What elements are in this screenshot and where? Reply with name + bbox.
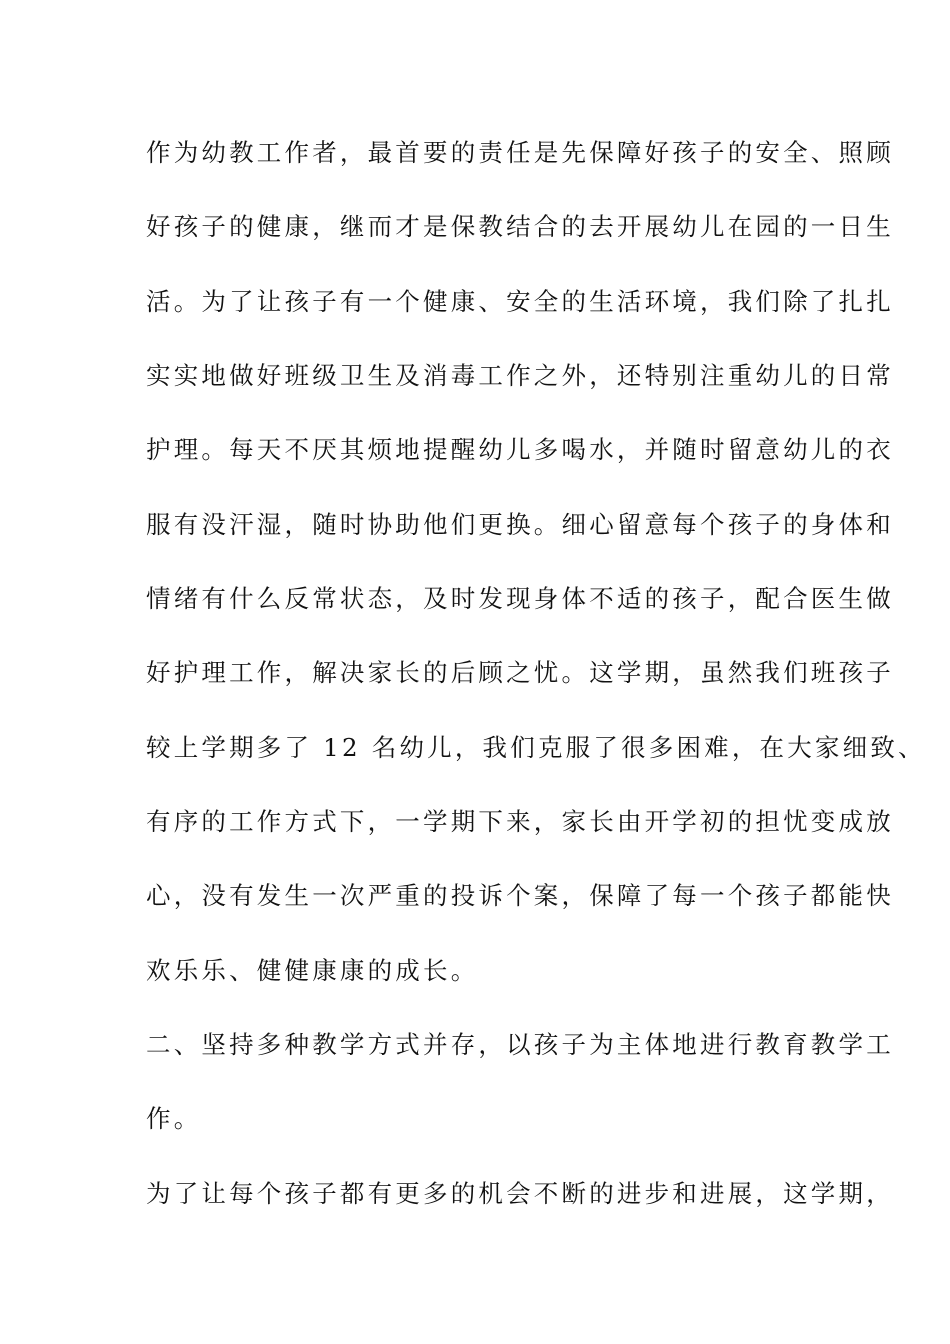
- paragraph-line: 好护理工作，解决家长的后顾之忧。这学期，虽然我们班孩子: [146, 658, 894, 687]
- section-heading-line: 作。: [146, 1104, 202, 1133]
- paragraph-line: 较上学期多了 12 名幼儿，我们克服了很多困难，在大家细致、: [146, 733, 926, 762]
- paragraph-line: 有序的工作方式下，一学期下来，家长由开学初的担忧变成放: [146, 807, 894, 836]
- paragraph-line: 作为幼教工作者，最首要的责任是先保障好孩子的安全、照顾: [146, 138, 894, 167]
- paragraph-line: 实实地做好班级卫生及消毒工作之外，还特别注重幼儿的日常: [146, 361, 894, 390]
- paragraph-line: 情绪有什么反常状态，及时发现身体不适的孩子，配合医生做: [146, 584, 894, 613]
- paragraph-line: 活。为了让孩子有一个健康、安全的生活环境，我们除了扎扎: [146, 287, 894, 316]
- paragraph-line: 好孩子的健康，继而才是保教结合的去开展幼儿在园的一日生: [146, 212, 894, 241]
- paragraph-line: 欢乐乐、健健康康的成长。: [146, 956, 479, 985]
- paragraph-line: 服有没汗湿，随时协助他们更换。细心留意每个孩子的身体和: [146, 510, 894, 539]
- section-heading-line: 二、坚持多种教学方式并存，以孩子为主体地进行教育教学工: [146, 1030, 894, 1059]
- paragraph-line: 为了让每个孩子都有更多的机会不断的进步和进展，这学期，: [146, 1179, 894, 1208]
- paragraph-line: 护理。每天不厌其烦地提醒幼儿多喝水，并随时留意幼儿的衣: [146, 435, 894, 464]
- paragraph-line: 心，没有发生一次严重的投诉个案，保障了每一个孩子都能快: [146, 881, 894, 910]
